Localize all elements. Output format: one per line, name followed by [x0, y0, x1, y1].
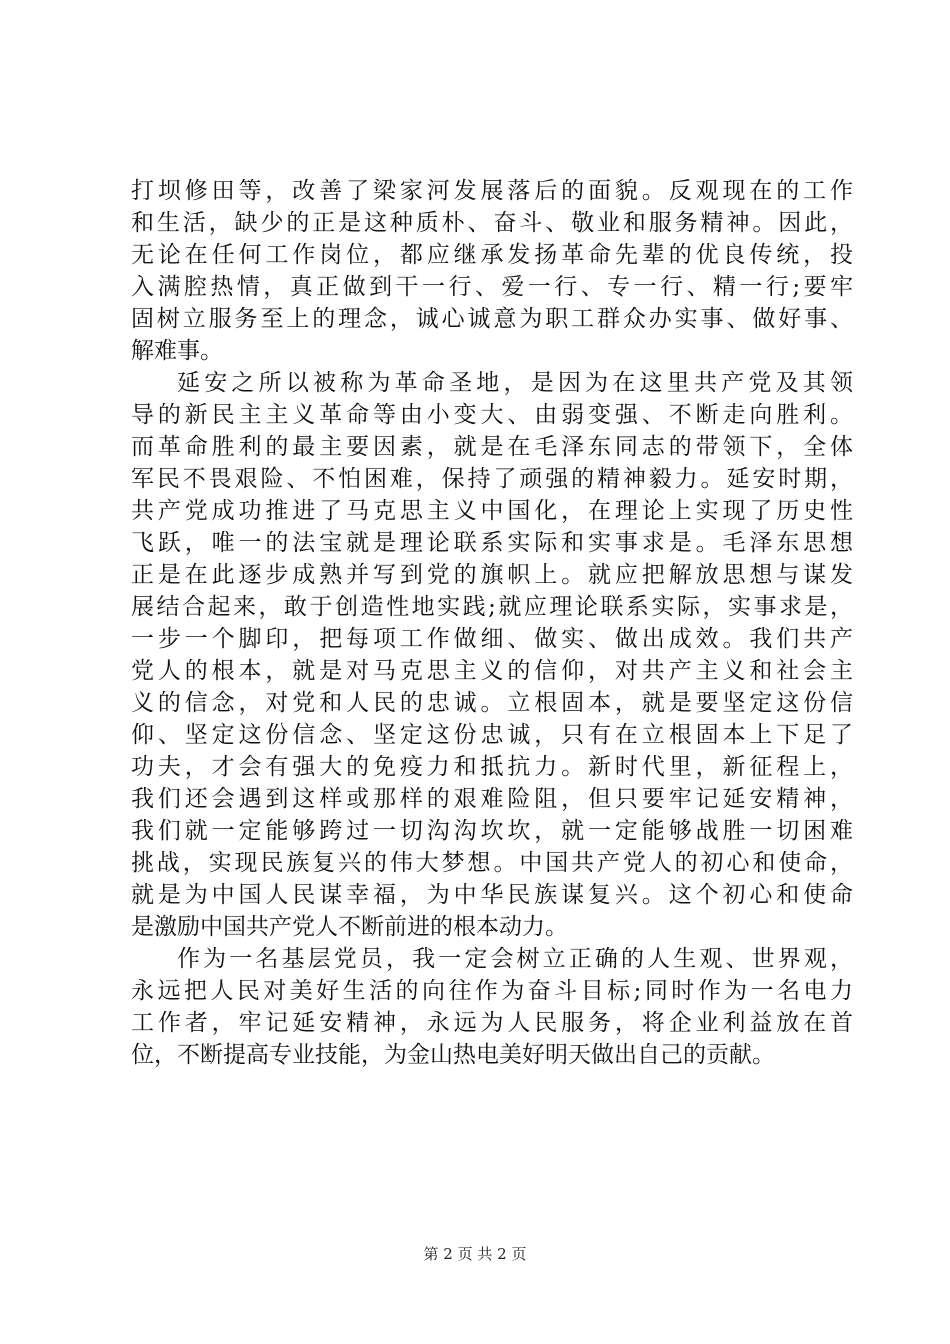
- text-line: 挑战，实现民族复兴的伟大梦想。中国共产党人的初心和使命，: [131, 850, 853, 876]
- page-number: 第 2 页 共 2 页: [423, 1245, 527, 1263]
- text-line: 永远把人民对美好生活的向往作为奋斗目标;同时作为一名电力: [131, 978, 853, 1004]
- paragraph-1: [131, 175, 853, 367]
- text-line: 解难事。: [131, 338, 223, 364]
- text-line: 展结合起来，敢于创造性地实践;就应理论联系实际，实事求是，: [131, 594, 853, 620]
- text-line: 工作者，牢记延安精神，永远为人民服务，将企业利益放在首: [131, 1010, 853, 1036]
- text-line: 无论在任何工作岗位，都应继承发扬革命先辈的优良传统，投: [131, 242, 853, 268]
- text-line: 一步一个脚印，把每项工作做细、做实、做出成效。我们共产: [131, 626, 853, 652]
- text-line: 导的新民主主义革命等由小变大、由弱变强、不断走向胜利。: [131, 402, 853, 428]
- text-line: 作为一名基层党员，我一定会树立正确的人生观、世界观，: [177, 946, 853, 972]
- text-line: 和生活，缺少的正是这种质朴、奋斗、敬业和服务精神。因此，: [131, 210, 853, 236]
- paragraph-2: [131, 367, 853, 943]
- text-line: 就是为中国人民谋幸福，为中华民族谋复兴。这个初心和使命: [131, 882, 853, 908]
- text-line: 功夫，才会有强大的免疫力和抵抗力。新时代里，新征程上，: [131, 754, 853, 780]
- text-line: 党人的根本，就是对马克思主义的信仰，对共产主义和社会主: [131, 658, 853, 684]
- text-line: 我们还会遇到这样或那样的艰难险阻，但只要牢记延安精神，: [131, 786, 853, 812]
- text-line: 延安之所以被称为革命圣地，是因为在这里共产党及其领: [177, 370, 853, 396]
- text-line: 我们就一定能够跨过一切沟沟坎坎，就一定能够战胜一切困难: [131, 818, 853, 844]
- text-line: 打坝修田等，改善了梁家河发展落后的面貌。反观现在的工作: [131, 178, 853, 204]
- text-line: 仰、坚定这份信念、坚定这份忠诚，只有在立根固本上下足了: [131, 722, 853, 748]
- text-line: 飞跃，唯一的法宝就是理论联系实际和实事求是。毛泽东思想: [131, 530, 853, 556]
- text-line: 义的信念，对党和人民的忠诚。立根固本，就是要坚定这份信: [131, 690, 853, 716]
- text-line: 而革命胜利的最主要因素，就是在毛泽东同志的带领下，全体: [131, 434, 853, 460]
- text-line: 是激励中国共产党人不断前进的根本动力。: [131, 914, 568, 940]
- text-line: 共产党成功推进了马克思主义中国化，在理论上实现了历史性: [131, 498, 853, 524]
- text-line: 位，不断提高专业技能，为金山热电美好明天做出自己的贡献。: [131, 1042, 775, 1068]
- paragraph-3: [131, 943, 853, 1071]
- text-line: 入满腔热情，真正做到干一行、爱一行、专一行、精一行;要牢: [131, 274, 853, 300]
- document-body: [131, 175, 853, 1071]
- text-line: 正是在此逐步成熟并写到党的旗帜上。就应把解放思想与谋发: [131, 562, 853, 588]
- text-line: 固树立服务至上的理念，诚心诚意为职工群众办实事、做好事、: [131, 306, 853, 332]
- text-line: 军民不畏艰险、不怕困难，保持了顽强的精神毅力。延安时期，: [131, 466, 853, 492]
